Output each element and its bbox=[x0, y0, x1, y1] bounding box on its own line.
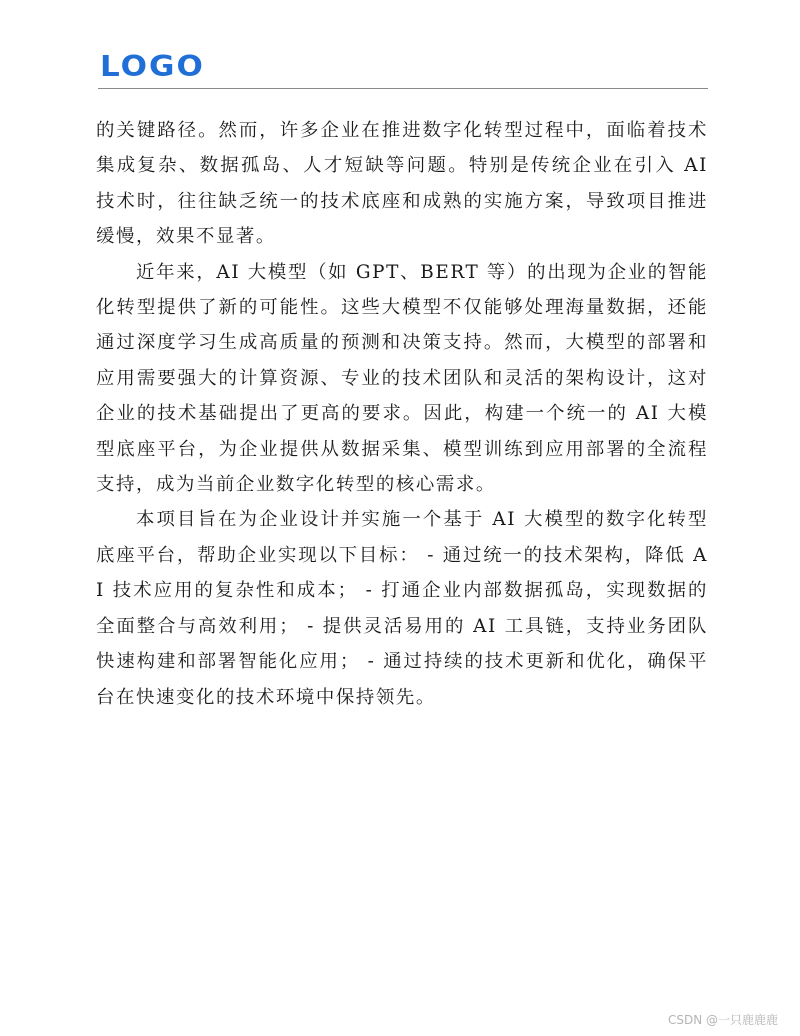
page-header bbox=[98, 50, 708, 89]
document-body bbox=[96, 113, 708, 715]
watermark: CSDN @一只鹿鹿鹿 bbox=[667, 1013, 778, 1027]
paragraph-2: 近年来，AI 大模型（如 GPT、BERT 等）的出现为企业的智能化转型提供了新的可能性。这些大模型不仅能够处理海量数据，还能通过深度学习生成高质量的预测和决策支持。然而，大模型的部署和应用需要强大的计算资源、专业的技术团队和灵活的架构设计，这对企业的技术基础提出了更高的要求。因此，构建一个统一的 AI 大模型底座平台，为企业提供从数据采集、模型训练到应用部署的全流程支持，成为当前企业数字化转型的核心需求。 bbox=[96, 261, 708, 496]
logo: LOGO bbox=[100, 50, 205, 84]
paragraph-1: 的关键路径。然而，许多企业在推进数字化转型过程中，面临着技术集成复杂、数据孤岛、人才短缺等问题。特别是传统企业在引入 AI 技术时，往往缺乏统一的技术底座和成熟的实施方案，导致项目推进缓慢，效果不显著。 bbox=[96, 120, 708, 248]
paragraph-3: 本项目旨在为企业设计并实施一个基于 AI 大模型的数字化转型底座平台，帮助企业实现以下目标： - 通过统一的技术架构，降低 AI 技术应用的复杂性和成本； - 打通企业内部数据孤岛，实现数据的全面整合与高效利用； - 提供灵活易用的 AI 工具链，支持业务团队快速构建和部署智能化应用； - 通过持续的技术更新和优化，确保平台在快速变化的技术环境中保持领先。 bbox=[96, 509, 708, 708]
